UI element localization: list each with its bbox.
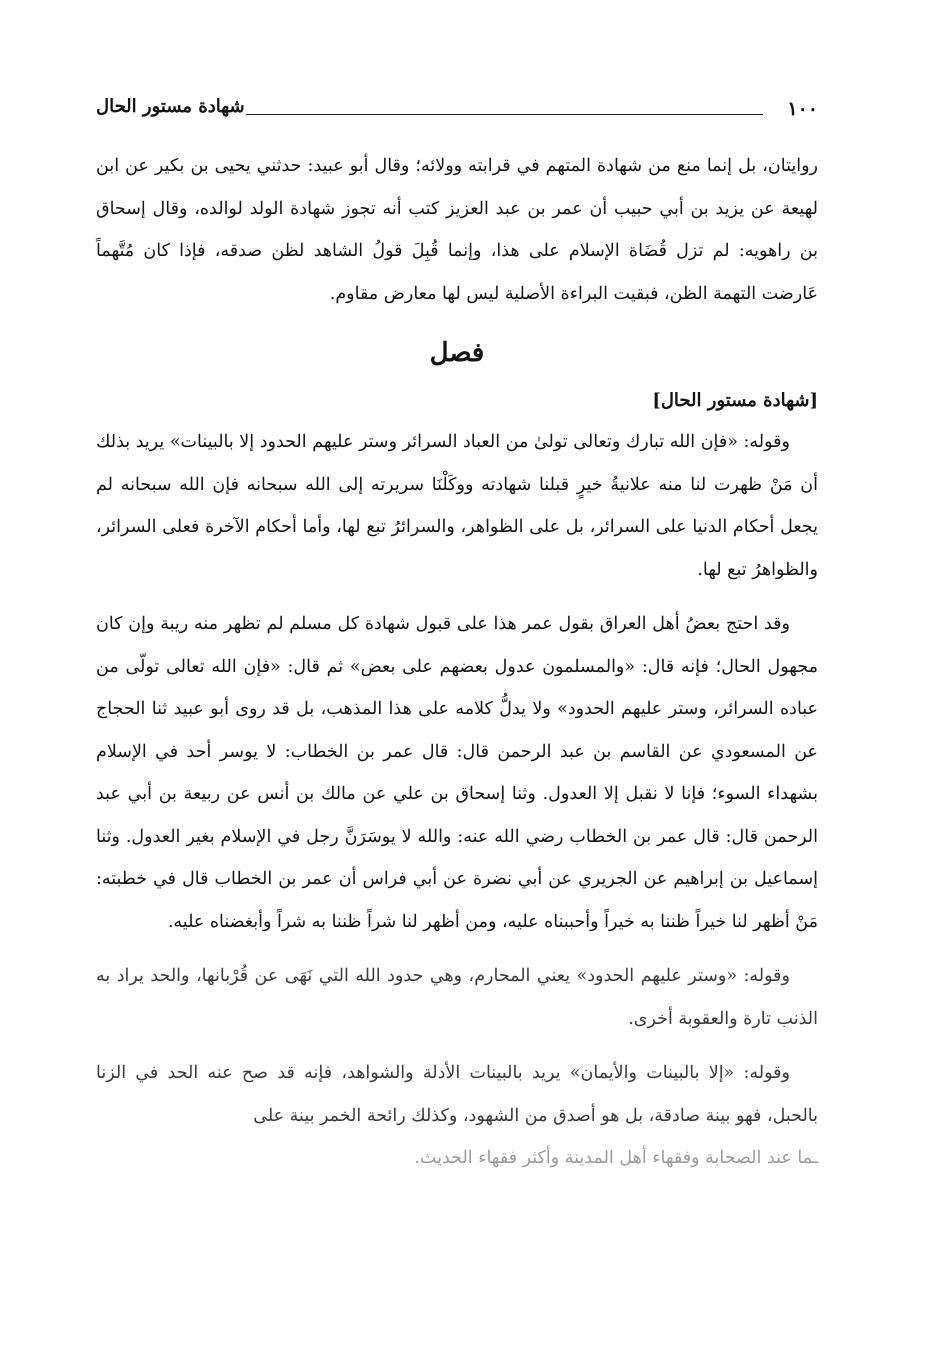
- header-rule: [246, 114, 763, 115]
- paragraph-3: وقد احتج بعضُ أهل العراق بقول عمر هذا على قبول شهادة كل مسلم لم تظهر منه ريبة وإن كان مجهول الحال؛ فإنه قال: «والمسلمون عدول بعضهم على بعض» ثم قال: «فإن الله تعالى تولّى من عباده السرائر، وستر عليهم الحدود» ولا يدلُّ كلامه على هذا المذهب، بل قد روى أبو عبيد ثنا الحجاج عن المسعودي عن القاسم بن عبد الرحمن قال: قال عمر بن الخطاب: لا يوسر أحد في الإسلام بشهداء السوء؛ فإنا لا نقبل إلا العدول. وثنا إسحاق بن علي عن مالك بن أنس عن ربيعة بن أبي عبد الرحمن قال: قال عمر بن الخطاب رضي الله عنه: والله لا يوسَرَنَّ رجل في الإسلام بغير العدول. وثنا إسماعيل بن إبراهيم عن الجريري عن أبي نضرة عن أبي فراس أن عمر بن الخطاب قال في خطبته: مَنْ أظهر لنا خيراً ظننا به خيراً وأحببناه عليه، ومن أظهر لنا شراً ظننا به شراً وأبغضناه عليه.: [96, 614, 818, 932]
- running-title: شهادة مستور الحال: [96, 96, 245, 117]
- page-number: ١٠٠: [787, 98, 818, 120]
- subheading: [شهادة مستور الحال]: [652, 390, 818, 411]
- page-body: [96, 145, 818, 1180]
- paragraph-gap: [96, 943, 818, 955]
- paragraph-2: وقوله: «فإن الله تبارك وتعالى تولىٰ من العباد السرائر وستر عليهم الحدود إلا بالبينات» يريد بذلك أن مَنْ ظهرت لنا منه علانيةُ خيرٍ قبلنا شهادته ووكَلْنَا سريرته إلى الله سبحانه فإن الله سبحانه لم يجعل أحكام الدنيا على السرائر، بل على الظواهر، والسرائرُ تبع لها، وأما أحكام الآخرة فعلى السرائر، والظواهرُ تبع لها.: [96, 432, 818, 580]
- paragraph-gap: [96, 591, 818, 603]
- paragraph-gap: [96, 1040, 818, 1052]
- paragraph-5: وقوله: «إلا بالبينات والأيمان» يريد بالبينات الأدلة والشواهد، فإنه قد صح عنه الحد في الزنا بالحبل، فهو بينة صادقة، بل هو أصدق من الشهود، وكذلك رائحة الخمر بينة على: [96, 1063, 818, 1126]
- section-title: فصل: [429, 338, 485, 368]
- page-header: [96, 92, 818, 128]
- paragraph-4: وقوله: «وستر عليهم الحدود» يعني المحارم، وهي حدود الله التي نَهَى عن قُرْبانها، والحد يراد به الذنب تارة والعقوبة أخرى.: [96, 966, 818, 1029]
- paragraph-1: روايتان، بل إنما منع من شهادة المتهم في قرابته وولائه؛ وقال أبو عبيد: حدثني يحيى بن بكير عن ابن لهيعة عن يزيد بن أبي حبيب أن عمر بن عبد العزيز كتب أنه تجوز شهادة الولد لوالده، وقال إسحاق بن راهويه: لم تزل قُضَاة الإسلام على هذا، وإنما قُبِلَ قولُ الشاهد لظن صدقه، فإذا كان مُتَّهماً عَارضت التهمة الظن، فبقيت البراءة الأصلية ليس لها معارض مقاوم.: [96, 156, 818, 304]
- paragraph-5-continued: ـما عند الصحابة وفقهاء أهل المدينة وأكثر فقهاء الحديث.: [414, 1148, 818, 1168]
